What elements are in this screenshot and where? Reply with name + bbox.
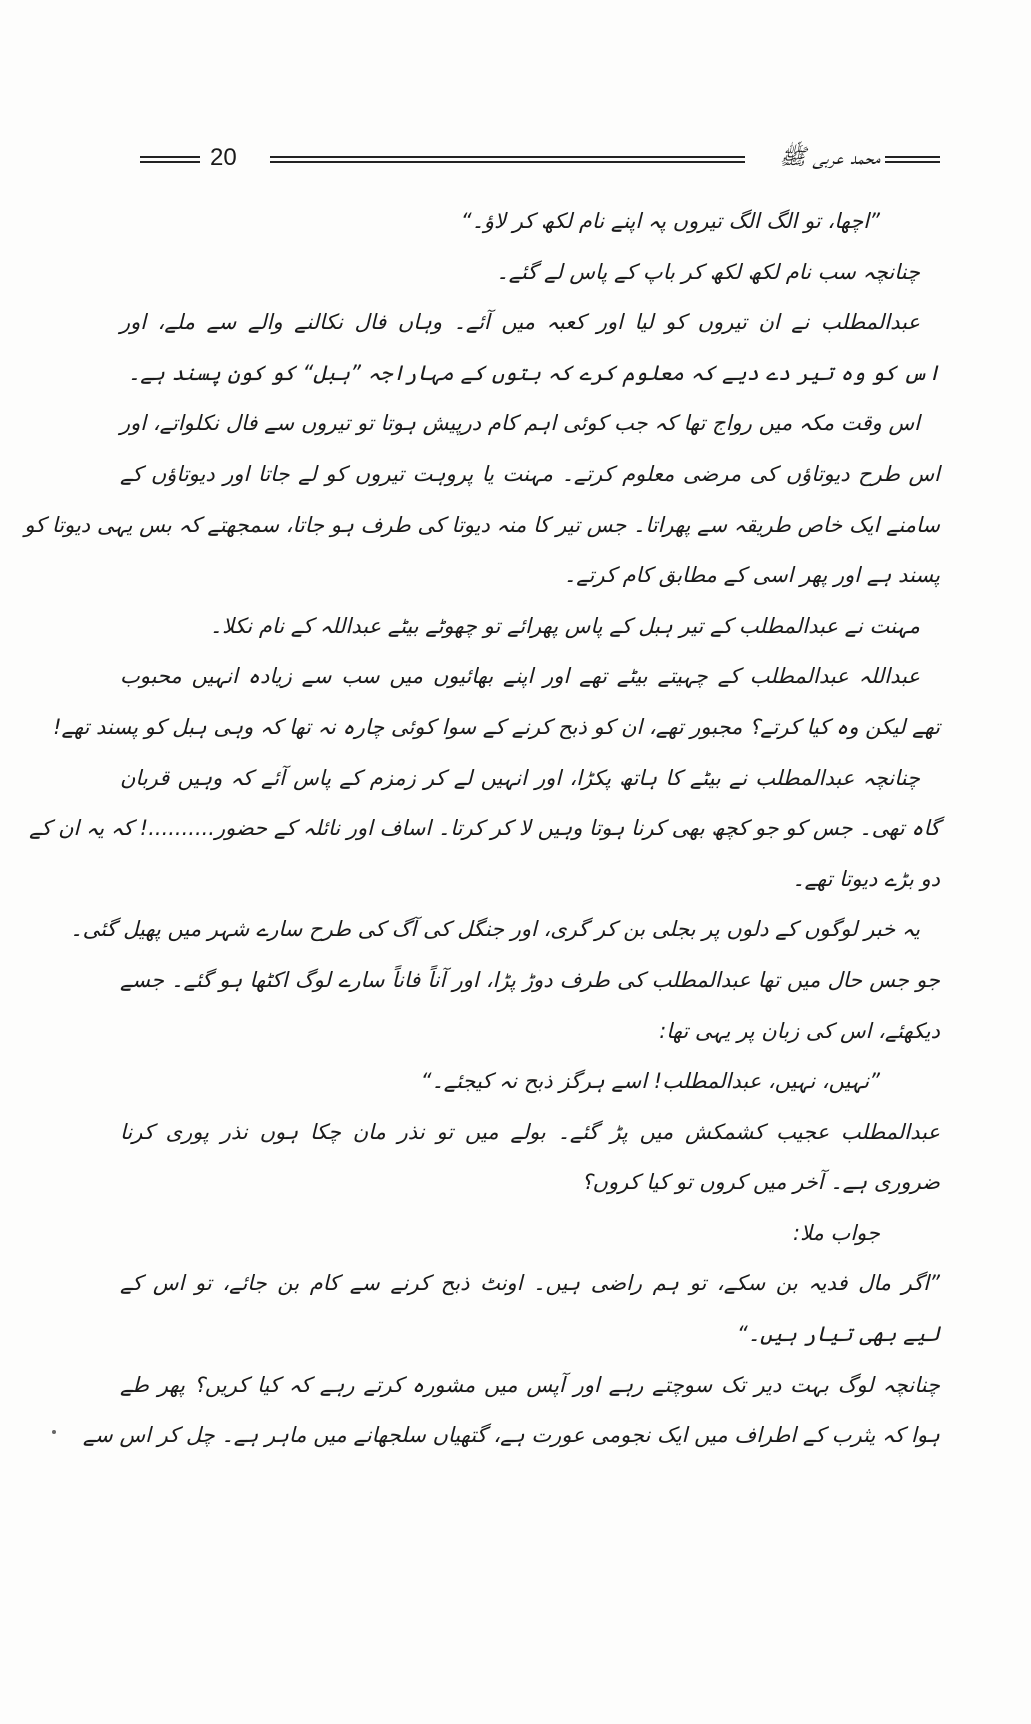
page-number: 20	[210, 144, 237, 171]
text-line: چنانچہ لوگ بہت دیر تک سوچتے رہے اور آپس میں مشورہ کرتے رہے کہ کیا کریں؟ پھر طے	[120, 1372, 940, 1397]
body-text	[24, 196, 940, 1461]
text-line: عبداللہ عبدالمطلب کے چہیتے بیٹے تھے اور اپنے بھائیوں میں سب سے زیادہ انہیں محبوب	[120, 664, 920, 689]
text-line: چنانچہ سب نام لکھ لکھ کر باپ کے پاس لے گئے۔	[496, 259, 920, 284]
text-line: ”نہیں، نہیں، عبدالمطلب! اسے ہرگز ذبح نہ کیجئے۔“	[420, 1069, 880, 1094]
text-line: عبدالمطلب عجیب کشمکش میں پڑ گئے۔ بولے میں تو نذر مان چکا ہوں نذر پوری کرنا	[120, 1119, 940, 1144]
text-line: پسند ہے اور پھر اسی کے مطابق کام کرتے۔	[563, 563, 940, 588]
page-header	[140, 140, 940, 180]
text-line: لیے بھی تیار ہیں۔“	[736, 1322, 940, 1347]
text-line: عبدالمطلب نے ان تیروں کو لیا اور کعبہ میں آئے۔ وہاں فال نکالنے والے سے ملے، اور	[120, 310, 920, 335]
text-line: مہنت نے عبدالمطلب کے تیر ہبل کے پاس پھرائے تو چھوٹے بیٹے عبداللہ کے نام نکلا۔	[209, 613, 920, 638]
text-line: دیکھئے، اس کی زبان پر یہی تھا:	[659, 1018, 940, 1043]
text-line: جو جس حال میں تھا عبدالمطلب کی طرف دوڑ پڑا، اور آناً فاناً سارے لوگ اکٹھا ہو گئے۔ جسے	[120, 967, 940, 992]
text-line: چنانچہ عبدالمطلب نے بیٹے کا ہاتھ پکڑا، اور انہیں لے کر زمزم کے پاس آئے کہ وہیں قربان	[120, 765, 920, 790]
text-line: ”اگر مال فدیہ بن سکے، تو ہم راضی ہیں۔ اونٹ ذبح کرنے سے کام بن جائے، تو اس کے	[120, 1271, 940, 1296]
text-line: ضروری ہے۔ آخر میں کروں تو کیا کروں؟	[581, 1170, 940, 1195]
scan-speck	[52, 1430, 56, 1434]
text-line: سامنے ایک خاص طریقہ سے پھراتا۔ جس تیر کا منہ دیوتا کی طرف ہو جاتا، سمجھتے کہ بس یہی دیوتا کو	[24, 512, 940, 537]
text-line: اس طرح دیوتاؤں کی مرضی معلوم کرتے۔ مہنت یا پروہت تیروں کو لے جاتا اور دیوتاؤں کے	[120, 461, 940, 486]
text-line: اس کو وہ تیر دے دیے کہ معلوم کرے کہ بتوں کے مہاراجہ ”ہبل“ کو کون پسند ہے۔	[128, 360, 940, 385]
text-line: ”اچھا، تو الگ الگ تیروں پہ اپنے نام لکھ کر لاؤ۔“	[460, 209, 880, 233]
text-line: یہ خبر لوگوں کے دلوں پر بجلی بن کر گری، اور جنگل کی آگ کی طرح سارے شہر میں پھیل گئی۔	[70, 917, 920, 942]
text-line: گاہ تھی۔ جس کو جو کچھ بھی کرنا ہوتا وہیں لا کر کرتا۔ اساف اور نائلہ کے حضور..........! کہ یہ ان کے	[29, 816, 940, 841]
header-rule-left	[140, 156, 200, 163]
text-line: اس وقت مکہ میں رواج تھا کہ جب کوئی اہم کام درپیش ہوتا تو تیروں سے فال نکلواتے، اور	[120, 411, 920, 436]
text-line: ہوا کہ یثرب کے اطراف میں ایک نجومی عورت ہے، گتھیاں سلجھانے میں ماہر ہے۔ چل کر اس سے	[82, 1423, 940, 1448]
text-line: تھے لیکن وہ کیا کرتے؟ مجبور تھے، ان کو ذبح کرنے کے سوا کوئی چارہ نہ تھا کہ وہی ہبل کو پسند تھے!	[53, 714, 940, 739]
text-line: دو بڑے دیوتا تھے۔	[792, 866, 940, 891]
running-title: محمد عربی ﷺ	[779, 145, 880, 170]
header-rule-right	[885, 156, 940, 163]
header-rule-middle	[270, 156, 745, 163]
text-line: جواب ملا:	[793, 1220, 880, 1245]
